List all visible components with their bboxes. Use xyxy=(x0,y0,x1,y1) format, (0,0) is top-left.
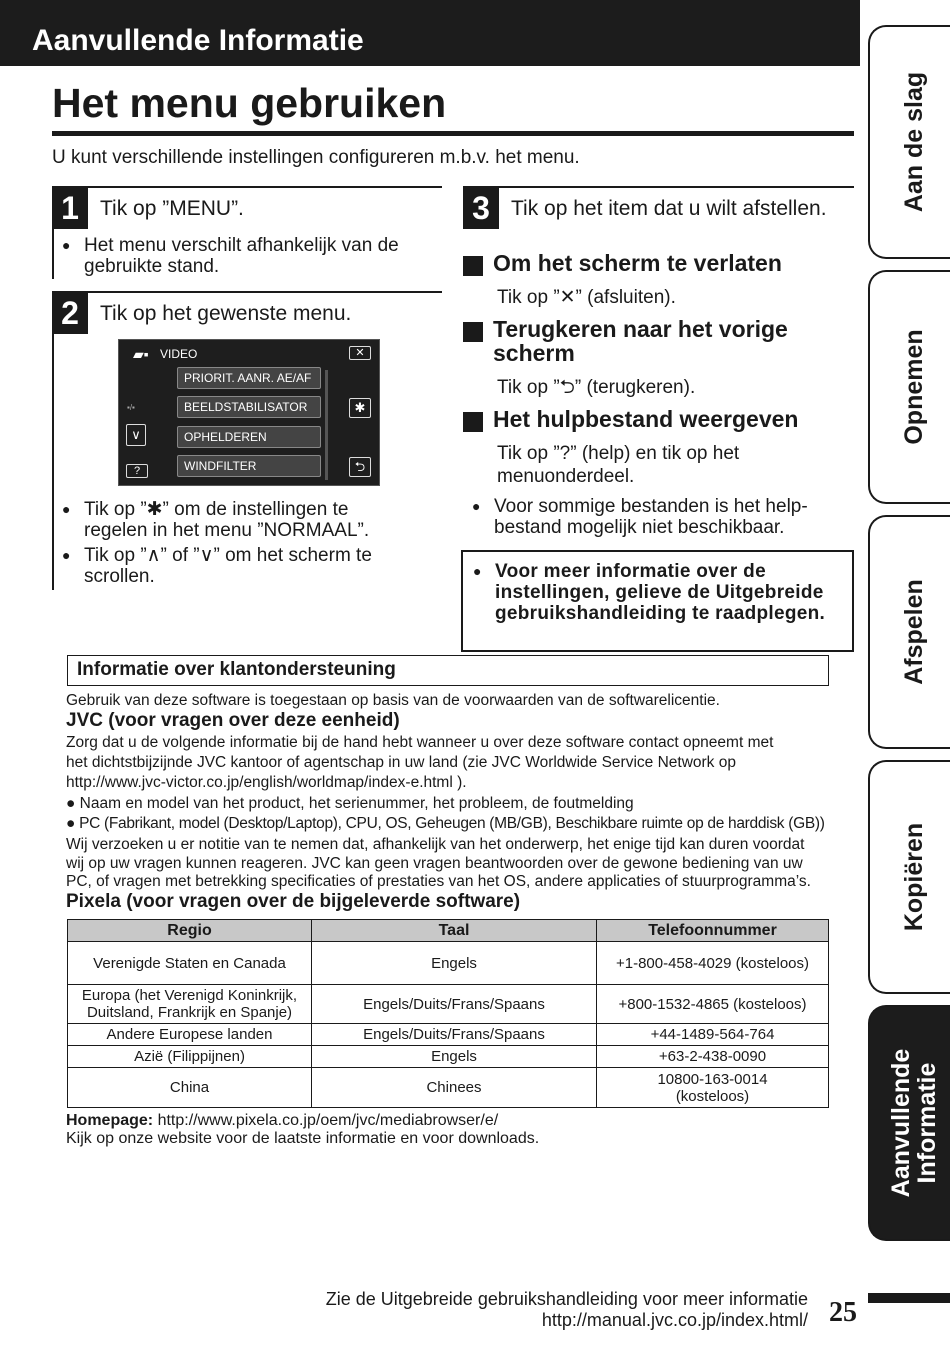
support-heading: Informatie over klantondersteuning xyxy=(67,655,829,686)
tab-label: Aanvullende Informatie xyxy=(887,1048,941,1198)
step-text: Tik op het item dat u wilt afstellen. xyxy=(511,197,827,220)
tab-opnemen[interactable] xyxy=(868,270,950,504)
cell: China xyxy=(68,1068,312,1108)
col-header: Regio xyxy=(68,920,312,942)
jvc-link[interactable]: http://www.jvc-victor.co.jp/english/worldmap/index-e.html xyxy=(66,774,453,791)
video-camera-icon: ▰▪ xyxy=(133,346,149,362)
homepage-note: Kijk op onze website voor de laatste informatie en voor downloads. xyxy=(66,1130,540,1147)
toggle-icon: ▪/▪ xyxy=(127,403,135,412)
heading-back: Terugkeren naar het vorige scherm xyxy=(463,317,843,365)
step-number: 3 xyxy=(463,188,499,229)
menu-item[interactable]: PRIORIT. AANR. AE/AF xyxy=(177,367,321,389)
col-header: Telefoonnummer xyxy=(597,920,829,942)
cell: Azië (Filippijnen) xyxy=(68,1046,312,1068)
back-button[interactable]: ⮌ xyxy=(349,457,371,477)
cell: 10800-163-0014 (kosteloos) xyxy=(597,1068,829,1108)
step-3 xyxy=(463,186,854,228)
col-header: Taal xyxy=(312,920,597,942)
cell: Verenigde Staten en Canada xyxy=(68,942,312,985)
cell: Engels xyxy=(312,1046,597,1068)
pixela-heading: Pixela (voor vragen over de bijgeleverde software) xyxy=(66,891,521,912)
footer-url: http://manual.jvc.co.jp/index.html/ xyxy=(541,1310,808,1330)
bullet: ● Het menu verschilt afhankelijk van de gebruikte stand. xyxy=(54,235,434,277)
page-number: 25 xyxy=(829,1297,857,1328)
notice-text: wij op uw vragen kunnen reageren. JVC kan geen vragen beantwoorden over de gewone bediening van uw xyxy=(66,855,803,872)
scroll-down-button[interactable]: ∨ xyxy=(126,424,146,446)
cell: +63-2-438-0090 xyxy=(597,1046,829,1068)
back-text: Tik op ”⮌” (terugkeren). xyxy=(497,377,696,398)
bullet: ● Tik op ”✱” om de instellingen te regelen in het menu ”NORMAAL”. xyxy=(54,499,404,541)
intro-text: U kunt verschillende instellingen configureren m.b.v. het menu. xyxy=(52,147,580,168)
tab-aan-de-slag[interactable] xyxy=(868,25,950,259)
note-text: ● Voor meer informatie over de instellingen, gelieve de Uitgebreide gebruikshandleiding te raadplegen. xyxy=(465,561,850,624)
cell: +44-1489-564-764 xyxy=(597,1024,829,1046)
info-bullet: ● Naam en model van het product, het serienummer, het probleem, de foutmelding xyxy=(66,795,634,812)
table-row xyxy=(68,1068,829,1108)
info-bullet-text: Naam en model van het product, het serienummer, het probleem, de foutmelding xyxy=(79,795,634,812)
footer-bar xyxy=(868,1293,950,1303)
cell: Engels xyxy=(312,942,597,985)
tab-label: Aan de slag xyxy=(900,71,928,213)
tab-label: Afspelen xyxy=(900,579,928,685)
table-row xyxy=(68,1046,829,1068)
bullet: ● Voor sommige bestanden is het help-bestand mogelijk niet beschikbaar. xyxy=(464,496,844,538)
gear-button[interactable]: ✱ xyxy=(349,398,371,418)
contact-table xyxy=(67,919,829,1108)
jvc-text: Zorg dat u de volgende informatie bij de hand hebt wanneer u over deze software contact opneemt met xyxy=(66,734,774,751)
cell: +800-1532-4865 (kosteloos) xyxy=(597,985,829,1024)
heading-exit: Om het scherm te verlaten xyxy=(463,251,782,275)
jvc-text: het dichtstbijzijnde JVC kantoor of agentschap in uw land (zie JVC Worldwide Service Network op xyxy=(66,754,736,771)
cell: Chinees xyxy=(312,1068,597,1108)
scrollbar[interactable] xyxy=(325,370,328,480)
step-number: 1 xyxy=(52,188,88,229)
step-1 xyxy=(52,186,442,278)
footer-text xyxy=(326,1289,808,1331)
table-row xyxy=(68,942,829,985)
menu-item[interactable]: BEELDSTABILISATOR xyxy=(177,396,321,418)
tab-kopieren[interactable] xyxy=(868,760,950,994)
cell: Engels/Duits/Frans/Spaans xyxy=(312,1024,597,1046)
footer-line: Zie de Uitgebreide gebruikshandleiding voor meer informatie xyxy=(325,1289,808,1309)
exit-text: Tik op ”✕” (afsluiten). xyxy=(497,287,676,308)
cell: Engels/Duits/Frans/Spaans xyxy=(312,985,597,1024)
note-box xyxy=(461,550,854,652)
jvc-heading: JVC (voor vragen over deze eenheid) xyxy=(66,710,400,731)
homepage-link[interactable]: http://www.pixela.co.jp/oem/jvc/mediabrowser/e/ xyxy=(157,1112,499,1129)
tab-aanvullende-informatie[interactable] xyxy=(868,1005,950,1241)
cell: Europa (het Verenigd Koninkrijk, Duitsland, Frankrijk en Spanje) xyxy=(68,985,312,1024)
menu-item[interactable]: WINDFILTER xyxy=(177,455,321,477)
heading-help: Het hulpbestand weergeven xyxy=(463,407,798,431)
step-text: Tik op ”MENU”. xyxy=(100,197,244,220)
table-row xyxy=(68,985,829,1024)
step-number: 2 xyxy=(52,293,88,334)
info-bullet-text: PC (Fabrikant, model (Desktop/Laptop), CPU, OS, Geheugen (MB/GB), Beschikbare ruimte op de harddisk (GB)) xyxy=(79,815,825,832)
title-divider xyxy=(52,131,854,136)
notice-text: Wij verzoeken u er notitie van te nemen dat, afhankelijk van het onderwerp, het enige tijd kan duren voordat xyxy=(66,836,805,853)
bullet: ● Tik op ”∧” of ”∨” om het scherm te scrollen. xyxy=(54,545,404,587)
cell: Andere Europese landen xyxy=(68,1024,312,1046)
mode-label: VIDEO xyxy=(160,347,198,361)
notice-text: PC, of vragen met betrekking specificaties of prestaties van het OS, andere applicaties of stuurprogramma’s. xyxy=(66,873,811,890)
table-row xyxy=(68,1024,829,1046)
help-text: Tik op ”?” (help) en tik op het menuonderdeel. xyxy=(497,443,740,487)
tab-afspelen[interactable] xyxy=(868,515,950,749)
section-header xyxy=(0,0,860,66)
menu-screen-illustration xyxy=(118,339,380,486)
help-button[interactable]: ? xyxy=(126,464,148,478)
jvc-link-end: ). xyxy=(457,774,467,791)
license-text: Gebruik van deze software is toegestaan op basis van de voorwaarden van de softwarelicentie. xyxy=(66,692,720,709)
close-button[interactable]: ✕ xyxy=(349,346,371,360)
tab-label: Kopiëren xyxy=(900,822,928,932)
homepage-label: Homepage: xyxy=(66,1112,154,1129)
tab-label: Opnemen xyxy=(900,329,928,445)
table-header xyxy=(68,920,829,942)
cell: +1-800-458-4029 (kosteloos) xyxy=(597,942,829,985)
menu-item[interactable]: OPHELDEREN xyxy=(177,426,321,448)
page-title: Het menu gebruiken xyxy=(52,80,447,126)
step-text: Tik op het gewenste menu. xyxy=(100,302,352,325)
section-title: Aanvullende Informatie xyxy=(32,24,364,57)
info-bullet: ● PC (Fabrikant, model (Desktop/Laptop), CPU, OS, Geheugen (MB/GB), Beschikbare ruimte op de harddisk (GB)) xyxy=(66,815,825,832)
